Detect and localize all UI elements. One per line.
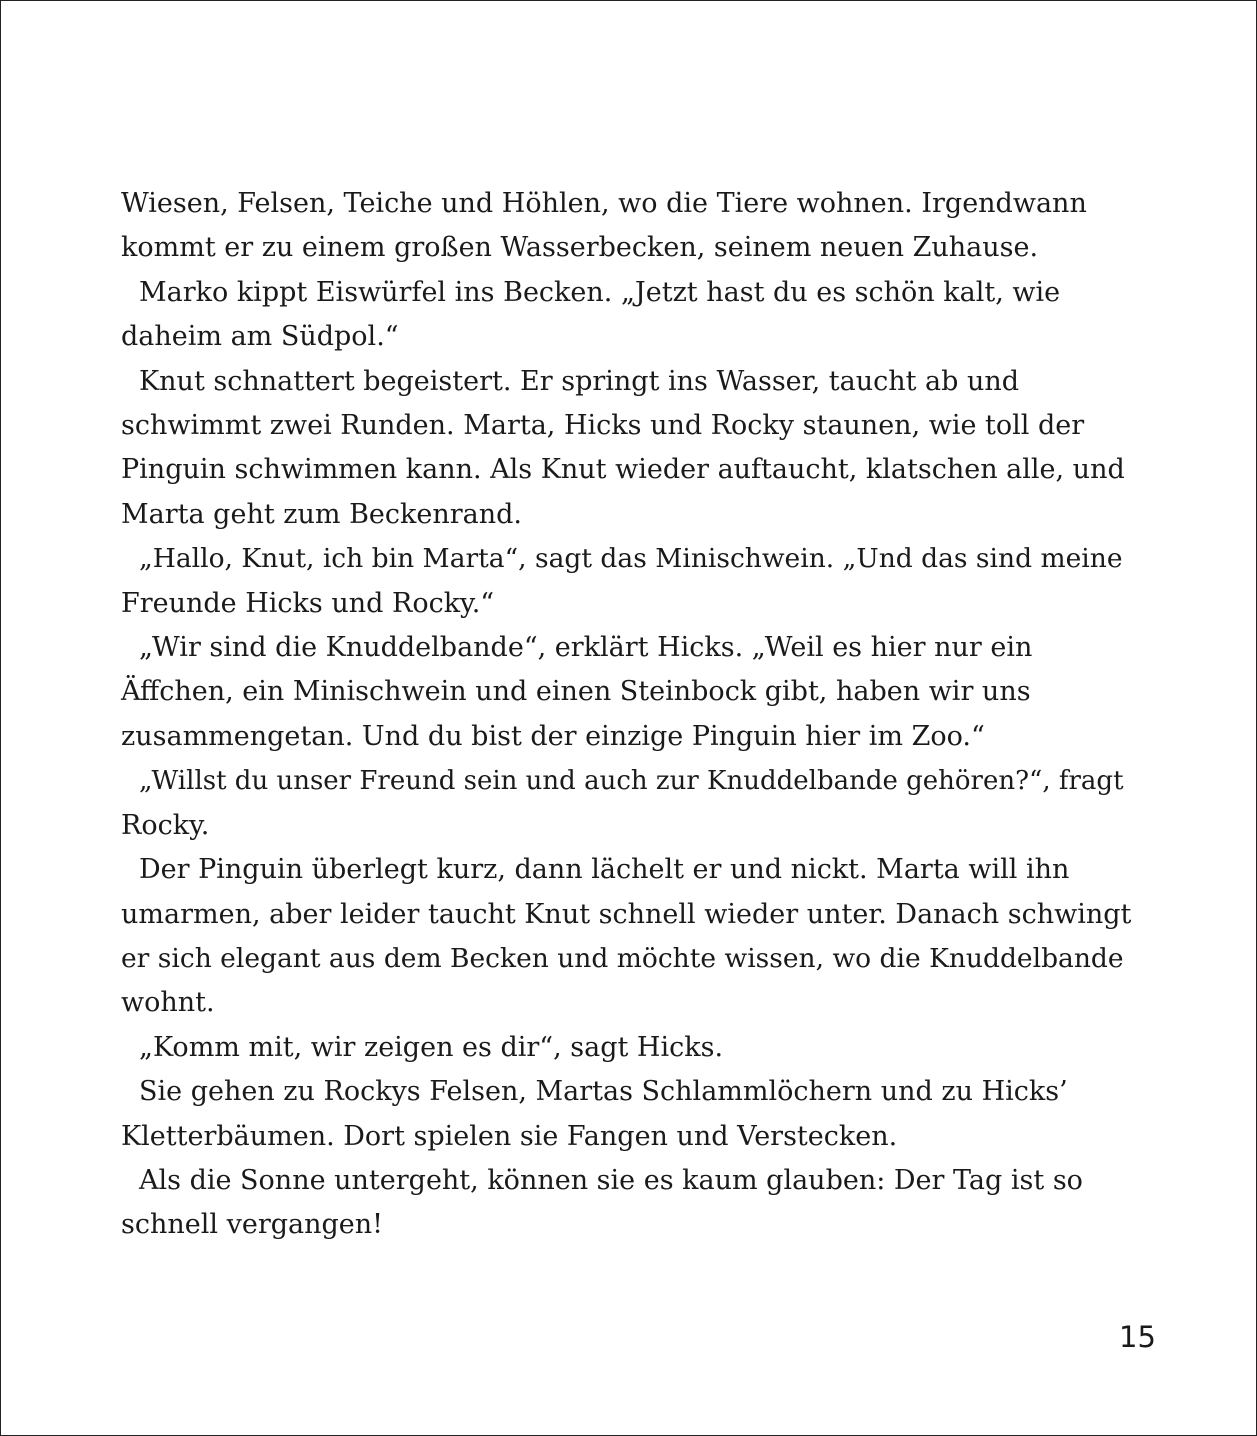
text-line: schwimmt zwei Runden. Marta, Hicks und Rocky staunen, wie toll der <box>121 410 1085 442</box>
page-number: 15 <box>1119 1320 1156 1354</box>
text-line: schnell vergangen! <box>121 1209 383 1241</box>
text-line: „Komm mit, wir zeigen es dir“, sagt Hicks. <box>139 1031 724 1063</box>
text-line: wohnt. <box>121 987 215 1019</box>
text-line: „Hallo, Knut, ich bin Marta“, sagt das Minischwein. „Und das sind meine <box>139 543 1123 575</box>
text-line: umarmen, aber leider taucht Knut schnell wieder unter. Danach schwingt <box>121 898 1132 930</box>
text-line: Pinguin schwimmen kann. Als Knut wieder auftaucht, klatschen alle, und <box>121 454 1125 486</box>
text-line: Freunde Hicks und Rocky.“ <box>121 587 495 619</box>
text-line: Rocky. <box>121 809 210 841</box>
text-line: Der Pinguin überlegt kurz, dann lächelt er und nickt. Marta will ihn <box>139 854 1070 886</box>
text-line: daheim am Südpol.“ <box>121 321 399 353</box>
text-line: Marta geht zum Beckenrand. <box>121 498 522 530</box>
text-line: er sich elegant aus dem Becken und möchte wissen, wo die Knuddelbande <box>121 942 1124 974</box>
text-line: Kletterbäumen. Dort spielen sie Fangen und Verstecken. <box>121 1120 898 1152</box>
text-line: „Wir sind die Knuddelbande“, erklärt Hicks. „Weil es hier nur ein <box>139 632 1033 664</box>
text-line: „Willst du unser Freund sein und auch zur Knuddelbande gehören?“, fragt <box>139 766 1124 797</box>
text-line: Knut schnattert begeistert. Er springt ins Wasser, taucht ab und <box>139 365 1020 397</box>
text-line: Sie gehen zu Rockys Felsen, Martas Schlammlöchern und zu Hicks’ <box>139 1076 1068 1108</box>
text-line: zusammengetan. Und du bist der einzige Pinguin hier im Zoo.“ <box>121 720 985 752</box>
text-line: Äffchen, ein Minischwein und einen Steinbock gibt, haben wir uns <box>121 676 1031 708</box>
text-line: Als die Sonne untergeht, können sie es kaum glauben: Der Tag ist so <box>139 1164 1083 1196</box>
text-line: Marko kippt Eiswürfel ins Becken. „Jetzt hast du es schön kalt, wie <box>139 276 1061 308</box>
text-line: Wiesen, Felsen, Teiche und Höhlen, wo die Tiere wohnen. Irgendwann <box>121 188 1087 219</box>
text-line: kommt er zu einem großen Wasserbecken, seinem neuen Zuhause. <box>121 232 1039 264</box>
story-text <box>121 182 1131 1248</box>
